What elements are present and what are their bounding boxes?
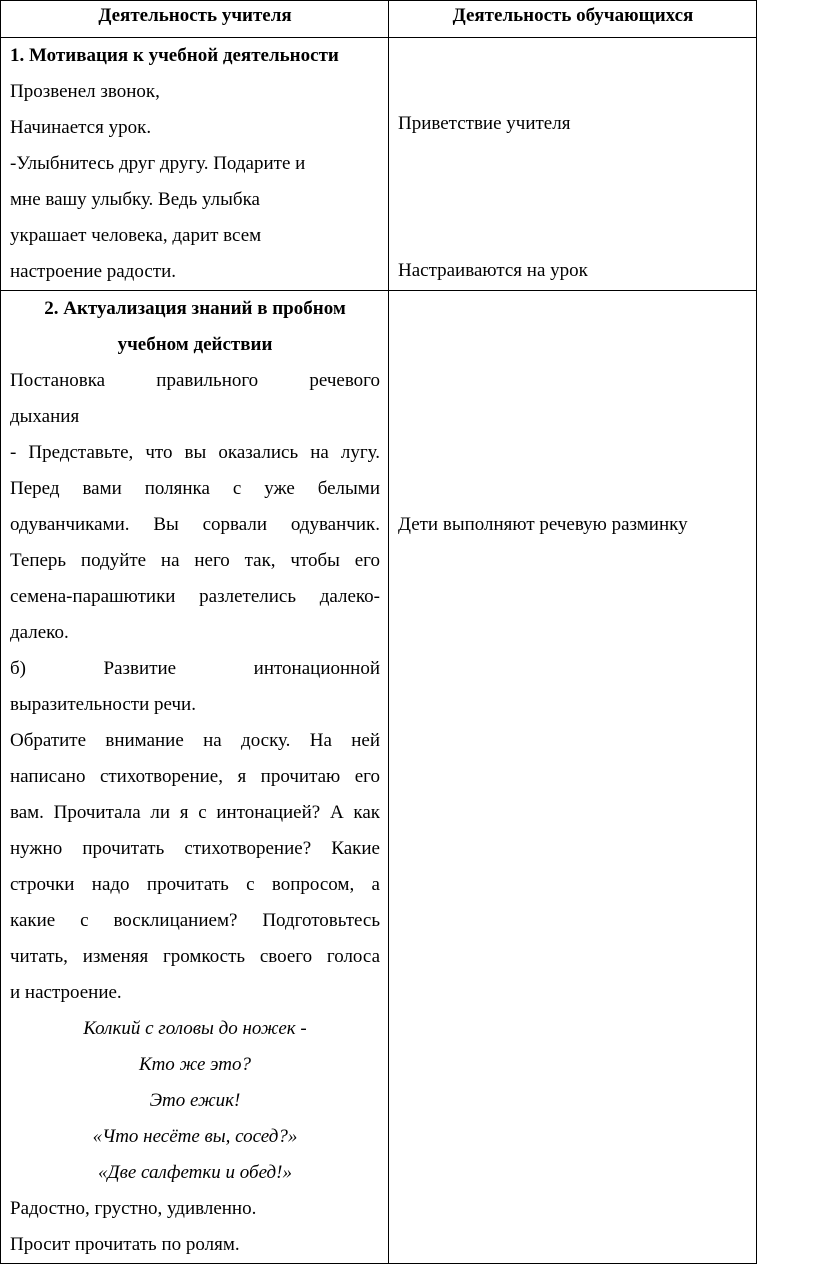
stage1-row [1,38,757,291]
stage2-students-cell [389,291,757,1264]
stage2-text: читать, изменяя громкость своего голоса [10,946,380,967]
stage2-text: Постановка правильного речевого [10,370,380,391]
stage1-line: -Улыбнитесь друг другу. Подарите и [10,153,306,174]
stage1-line: Прозвенел звонок, [10,81,160,102]
poem-line: «Две салфетки и обед!» [98,1162,292,1183]
stage2-text: вам. Прочитала ли я с интонацией? А как [10,802,380,823]
stage2-text: семена-парашютики разлетелись далеко- [10,586,380,607]
stage2-text: далеко. [10,622,69,643]
stage1-students-cell [389,38,757,291]
stage2-text: строчки надо прочитать с вопросом, а [10,874,380,895]
stage2-title: 2. Актуализация знаний в пробном [44,298,346,319]
stage2-title: учебном действии [117,334,273,355]
stage2-text: Радостно, грустно, удивленно. [10,1198,257,1219]
stage1-line: мне вашу улыбку. Ведь улыбка [10,189,260,210]
stage2-text: Просит прочитать по ролям. [10,1234,240,1255]
stage2-text: Перед вами полянка с уже белыми [10,478,380,499]
stage2-student-activity: Дети выполняют речевую разминку [398,514,688,535]
header-row [1,1,757,38]
stage1-student-activity: Настраиваются на урок [398,260,588,281]
stage2-text: нужно прочитать стихотворение? Какие [10,838,380,859]
stage2-teacher-cell [1,291,389,1264]
stage2-text: - Представьте, что вы оказались на лугу. [10,442,380,463]
stage2-text: дыхания [10,406,80,427]
stage1-student-activity: Приветствие учителя [398,113,571,134]
stage2-text: и настроение. [10,982,122,1003]
stage2-text: Обратите внимание на доску. На ней [10,730,380,751]
poem-line: Колкий с головы до ножек - [83,1018,307,1039]
stage1-line: настроение радости. [10,261,176,282]
stage2-text: Теперь подуйте на него так, чтобы его [10,550,380,571]
header-teacher: Деятельность учителя [1,1,389,38]
stage1-title: 1. Мотивация к учебной деятельности [10,45,339,66]
stage2-text: одуванчиками. Вы сорвали одуванчик. [10,514,380,535]
header-students: Деятельность обучающихся [389,1,757,38]
poem-line: Кто же это? [138,1054,252,1075]
stage2-row [1,291,757,1264]
stage2-text: б) Развитие интонационной [10,658,380,679]
stage2-text: какие с восклицанием? Подготовьтесь [10,910,380,931]
stage1-line: украшает человека, дарит всем [10,225,262,246]
stage2-text: написано стихотворение, я прочитаю его [10,766,380,787]
stage2-text: выразительности речи. [10,694,196,715]
poem-line: Это ежик! [149,1090,241,1111]
poem-line: «Что несёте вы, сосед?» [92,1126,298,1147]
stage1-line: Начинается урок. [10,117,152,138]
stage1-teacher-cell [1,38,389,291]
